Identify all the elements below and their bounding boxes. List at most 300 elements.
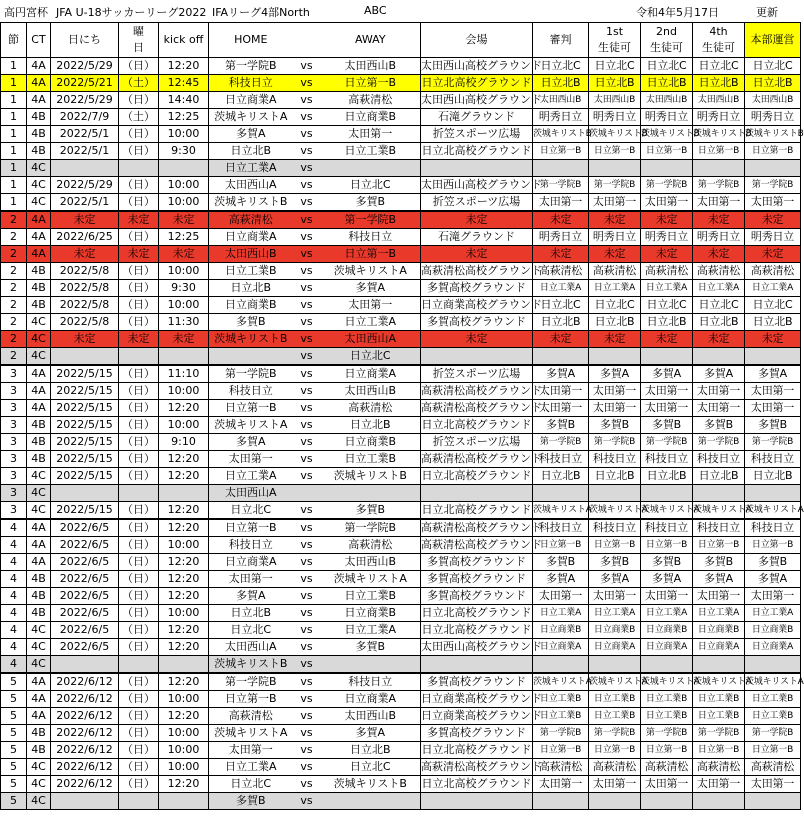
cell-home: 多賀B [209, 793, 293, 810]
cell-ct: 4A [27, 519, 51, 537]
cell-ct: 4B [27, 725, 51, 742]
cell-referee: 日立北B [533, 314, 589, 331]
cell-date: 2022/5/29 [51, 92, 119, 109]
cell-4th: 明秀日立 [693, 229, 745, 246]
cell-2nd: 日立第一B [641, 742, 693, 759]
cell-venue: 日立北高校グラウンド [421, 776, 533, 793]
cell-date: 2022/5/8 [51, 297, 119, 314]
cell-venue: 太田西山高校グラウンド [421, 639, 533, 656]
cell-setsu: 1 [1, 58, 27, 75]
cell-4th: 茨城キリストB [693, 126, 745, 143]
cell-1st: 太田第一 [589, 400, 641, 417]
cell-date: 2022/5/15 [51, 451, 119, 468]
cell-kickoff: 12:20 [159, 400, 209, 417]
cell-setsu: 4 [1, 519, 27, 537]
cell-dow: （日） [119, 639, 159, 656]
cell-venue: 高萩清松高校グラウンド [421, 383, 533, 400]
cell-2nd: 第一学院B [641, 725, 693, 742]
cell-date: 2022/5/15 [51, 365, 119, 383]
cell-venue: 高萩清松高校グラウンド [421, 263, 533, 280]
cell-ct: 4A [27, 246, 51, 263]
cell-dow: （日） [119, 194, 159, 212]
cell-date: 2022/5/15 [51, 383, 119, 400]
cell-hq: 明秀日立 [745, 109, 801, 126]
cell-dow: （日） [119, 571, 159, 588]
cell-ct: 4C [27, 776, 51, 793]
cell-hq: 茨城キリストA [745, 673, 801, 691]
cell-kickoff: 12:25 [159, 109, 209, 126]
cell-4th: 多賀A [693, 571, 745, 588]
table-row [1, 297, 801, 314]
cell-setsu: 5 [1, 691, 27, 708]
cell-ct: 4C [27, 639, 51, 656]
cell-kickoff: 11:30 [159, 314, 209, 331]
cell-dow: （日） [119, 588, 159, 605]
cell-away: 太田西山B [321, 58, 421, 75]
cell-2nd [641, 485, 693, 502]
cell-4th: 日立第一B [693, 537, 745, 554]
cell-setsu: 3 [1, 468, 27, 485]
cell-hq: 日立第一B [745, 537, 801, 554]
cell-kickoff: 未定 [159, 246, 209, 263]
table-row [1, 451, 801, 468]
cell-vs: vs [293, 92, 321, 109]
cell-1st [589, 348, 641, 366]
cell-ct: 4A [27, 229, 51, 246]
cell-hq: 太田第一 [745, 194, 801, 212]
cell-home: 日立北B [209, 143, 293, 160]
table-row [1, 280, 801, 297]
cell-2nd [641, 348, 693, 366]
cell-away: 第一学院B [321, 519, 421, 537]
col-away: AWAY [321, 23, 421, 58]
cell-hq: 未定 [745, 211, 801, 229]
cell-2nd: 未定 [641, 331, 693, 348]
cell-hq: 日立北B [745, 75, 801, 92]
cell-kickoff: 10:00 [159, 263, 209, 280]
cell-setsu: 3 [1, 400, 27, 417]
cell-2nd: 日立工業A [641, 280, 693, 297]
cell-1st: 太田第一 [589, 588, 641, 605]
cell-date: 2022/5/8 [51, 280, 119, 297]
cell-home: 茨城キリストB [209, 194, 293, 212]
table-row [1, 673, 801, 691]
cell-kickoff [159, 348, 209, 366]
cell-venue [421, 793, 533, 810]
cup-name: 高円宮杯 [4, 6, 48, 19]
cell-4th: 高萩清松 [693, 759, 745, 776]
cell-1st: 太田第一 [589, 194, 641, 212]
cell-dow: （日） [119, 92, 159, 109]
cell-vs: vs [293, 468, 321, 485]
cell-venue: 多賀高校グラウンド [421, 280, 533, 297]
cell-away [321, 485, 421, 502]
cell-4th: 日立商業A [693, 639, 745, 656]
cell-4th [693, 348, 745, 366]
cell-referee: 日立工業B [533, 691, 589, 708]
cell-kickoff: 10:00 [159, 742, 209, 759]
cell-venue: 折笠スポーツ広場 [421, 365, 533, 383]
table-row [1, 246, 801, 263]
cell-1st: 日立商業A [589, 639, 641, 656]
cell-2nd: 日立北B [641, 314, 693, 331]
cell-referee: 日立工業A [533, 605, 589, 622]
cell-setsu: 4 [1, 571, 27, 588]
cell-setsu: 5 [1, 759, 27, 776]
cell-4th: 日立北B [693, 468, 745, 485]
cell-away: 多賀A [321, 280, 421, 297]
cell-vs: vs [293, 348, 321, 366]
cell-venue: 太田西山高校グラウンド [421, 92, 533, 109]
cell-away: 日立商業B [321, 109, 421, 126]
cell-kickoff: 10:00 [159, 383, 209, 400]
cell-venue: 高萩清松高校グラウンド [421, 759, 533, 776]
cell-date: 2022/6/12 [51, 742, 119, 759]
cell-dow: （日） [119, 691, 159, 708]
cell-ct: 4A [27, 691, 51, 708]
cell-hq: 太田第一 [745, 383, 801, 400]
cell-4th: 日立商業B [693, 622, 745, 639]
cell-kickoff: 12:20 [159, 451, 209, 468]
cell-referee: 太田西山B [533, 92, 589, 109]
cell-date: 2022/6/12 [51, 725, 119, 742]
cell-referee: 太田第一 [533, 383, 589, 400]
cell-home: 第一学院B [209, 58, 293, 75]
cell-setsu: 1 [1, 160, 27, 177]
cell-referee: 多賀B [533, 554, 589, 571]
cell-2nd: 太田西山B [641, 92, 693, 109]
cell-home: 茨城キリストA [209, 725, 293, 742]
cell-away [321, 656, 421, 674]
cell-vs: vs [293, 554, 321, 571]
cell-dow [119, 793, 159, 810]
table-row [1, 75, 801, 92]
cell-1st [589, 656, 641, 674]
cell-2nd: 高萩清松 [641, 759, 693, 776]
cell-1st: 多賀A [589, 365, 641, 383]
cell-kickoff: 10:00 [159, 691, 209, 708]
cell-dow: （日） [119, 229, 159, 246]
cell-date: 2022/6/5 [51, 605, 119, 622]
cell-4th: 未定 [693, 246, 745, 263]
cell-2nd: 日立商業A [641, 639, 693, 656]
cell-4th [693, 656, 745, 674]
cell-hq: 日立商業A [745, 639, 801, 656]
cell-1st: 日立工業A [589, 605, 641, 622]
cell-kickoff: 12:20 [159, 673, 209, 691]
cell-kickoff [159, 656, 209, 674]
cell-referee: 高萩清松 [533, 759, 589, 776]
cell-away: 日立工業B [321, 588, 421, 605]
cell-hq: 日立第一B [745, 143, 801, 160]
cell-1st: 多賀A [589, 571, 641, 588]
cell-referee: 明秀日立 [533, 109, 589, 126]
cell-4th: 多賀B [693, 417, 745, 434]
cell-date: 2022/5/21 [51, 75, 119, 92]
cell-vs: vs [293, 639, 321, 656]
table-row [1, 58, 801, 75]
cell-vs: vs [293, 434, 321, 451]
cell-2nd: 第一学院B [641, 434, 693, 451]
cell-venue: 石滝グラウンド [421, 109, 533, 126]
cell-away: 日立工業A [321, 622, 421, 639]
cell-kickoff: 9:10 [159, 434, 209, 451]
cell-dow: （日） [119, 519, 159, 537]
cell-1st: 日立北B [589, 314, 641, 331]
cell-date [51, 656, 119, 674]
table-row [1, 400, 801, 417]
cell-setsu: 1 [1, 194, 27, 212]
cell-away: 多賀B [321, 639, 421, 656]
cell-ct: 4B [27, 434, 51, 451]
cell-kickoff: 12:20 [159, 588, 209, 605]
cell-kickoff: 12:20 [159, 622, 209, 639]
cell-vs: vs [293, 246, 321, 263]
cell-away: 日立第一B [321, 75, 421, 92]
cell-setsu: 3 [1, 485, 27, 502]
cell-setsu: 2 [1, 348, 27, 366]
cell-referee: 日立第一B [533, 742, 589, 759]
cell-home: 高萩清松 [209, 708, 293, 725]
cell-ct: 4C [27, 759, 51, 776]
col-hq: 本部運営 [745, 23, 801, 58]
cell-vs: vs [293, 519, 321, 537]
cell-dow: （日） [119, 314, 159, 331]
cell-away: 日立工業B [321, 143, 421, 160]
cell-2nd: 第一学院B [641, 177, 693, 194]
cell-1st: 太田西山B [589, 92, 641, 109]
cell-away: 日立商業B [321, 605, 421, 622]
cell-1st: 日立第一B [589, 143, 641, 160]
cell-ct: 4A [27, 75, 51, 92]
cell-referee [533, 160, 589, 177]
cell-1st: 日立北C [589, 58, 641, 75]
cell-venue: 日立北高校グラウンド [421, 143, 533, 160]
cell-ct: 4B [27, 263, 51, 280]
cell-kickoff [159, 160, 209, 177]
cell-kickoff: 12:20 [159, 776, 209, 793]
cell-4th: 多賀B [693, 554, 745, 571]
cell-home: 日立北C [209, 502, 293, 520]
cell-away: 日立商業A [321, 365, 421, 383]
cell-venue: 多賀高校グラウンド [421, 314, 533, 331]
col-2nd-bottom: 生徒可 [650, 41, 683, 54]
cell-setsu: 4 [1, 537, 27, 554]
cell-2nd: 太田第一 [641, 776, 693, 793]
cell-away [321, 160, 421, 177]
cell-vs: vs [293, 177, 321, 194]
cell-referee: 未定 [533, 211, 589, 229]
cell-home: 日立第一B [209, 691, 293, 708]
cell-hq: 未定 [745, 331, 801, 348]
cell-away: 日立北C [321, 759, 421, 776]
cell-1st [589, 160, 641, 177]
cell-away: 日立北C [321, 348, 421, 366]
cell-2nd: 科技日立 [641, 451, 693, 468]
cell-venue: 太田西山高校グラウンド [421, 177, 533, 194]
cell-home: 科技日立 [209, 537, 293, 554]
cell-home: 科技日立 [209, 75, 293, 92]
cell-home: 多賀B [209, 314, 293, 331]
cell-referee: 多賀B [533, 417, 589, 434]
cell-setsu: 1 [1, 75, 27, 92]
cell-date: 2022/6/12 [51, 776, 119, 793]
cell-away: 茨城キリストA [321, 571, 421, 588]
cell-hq: 多賀A [745, 365, 801, 383]
cell-dow: （日） [119, 451, 159, 468]
cell-kickoff: 10:00 [159, 126, 209, 143]
cell-venue: 折笠スポーツ広場 [421, 194, 533, 212]
cell-ct: 4B [27, 280, 51, 297]
cell-hq: 太田第一 [745, 588, 801, 605]
table-row [1, 605, 801, 622]
cell-1st: 日立工業B [589, 691, 641, 708]
cell-home: 高萩清松 [209, 211, 293, 229]
cell-date: 2022/6/5 [51, 571, 119, 588]
cell-vs: vs [293, 605, 321, 622]
cell-kickoff [159, 485, 209, 502]
cell-vs: vs [293, 314, 321, 331]
cell-referee: 太田第一 [533, 400, 589, 417]
cell-ct: 4C [27, 314, 51, 331]
cell-kickoff [159, 793, 209, 810]
cell-kickoff: 12:20 [159, 554, 209, 571]
cell-home: 多賀A [209, 126, 293, 143]
cell-dow: （日） [119, 177, 159, 194]
cell-away: 茨城キリストA [321, 263, 421, 280]
cell-setsu: 2 [1, 331, 27, 348]
table-row [1, 126, 801, 143]
cell-1st [589, 485, 641, 502]
cell-hq: 多賀B [745, 417, 801, 434]
cell-venue: 日立北高校グラウンド [421, 417, 533, 434]
cell-hq: 茨城キリストB [745, 126, 801, 143]
cell-4th: 多賀A [693, 365, 745, 383]
cell-vs: vs [293, 502, 321, 520]
cell-4th: 日立工業B [693, 708, 745, 725]
cell-venue: 日立商業高校グラウンド [421, 708, 533, 725]
cell-2nd: 日立工業B [641, 691, 693, 708]
cell-hq: 日立工業A [745, 605, 801, 622]
cell-2nd: 日立第一B [641, 143, 693, 160]
cell-referee: 茨城キリストB [533, 126, 589, 143]
cell-ct: 4A [27, 365, 51, 383]
sheet-header [0, 0, 800, 22]
cell-venue: 多賀高校グラウンド [421, 571, 533, 588]
cell-away [321, 793, 421, 810]
cell-home: 日立工業B [209, 263, 293, 280]
cell-kickoff: 9:30 [159, 143, 209, 160]
cell-date: 未定 [51, 246, 119, 263]
cell-setsu: 2 [1, 297, 27, 314]
cell-home: 茨城キリストB [209, 331, 293, 348]
cell-venue: 日立北高校グラウンド [421, 742, 533, 759]
cell-date: 2022/5/15 [51, 434, 119, 451]
cell-dow: （日） [119, 263, 159, 280]
cell-home: 日立第一B [209, 400, 293, 417]
cell-4th: 太田第一 [693, 383, 745, 400]
cell-vs: vs [293, 759, 321, 776]
cell-kickoff: 12:20 [159, 468, 209, 485]
cell-vs: vs [293, 126, 321, 143]
cell-kickoff: 14:40 [159, 92, 209, 109]
cell-hq: 日立商業B [745, 622, 801, 639]
cell-home: 太田第一 [209, 571, 293, 588]
cell-dow: （土） [119, 75, 159, 92]
col-1st-top: 1st [605, 25, 624, 38]
cell-vs: vs [293, 229, 321, 246]
table-row [1, 383, 801, 400]
cell-home: 第一学院B [209, 365, 293, 383]
cell-referee: 太田第一 [533, 194, 589, 212]
cell-away: 多賀B [321, 194, 421, 212]
cell-venue [421, 485, 533, 502]
col-dow-bottom: 日 [133, 41, 144, 54]
cell-referee: 多賀A [533, 571, 589, 588]
cell-4th: 未定 [693, 211, 745, 229]
cell-date: 2022/6/5 [51, 519, 119, 537]
cell-referee: 日立商業A [533, 639, 589, 656]
cell-setsu: 5 [1, 776, 27, 793]
cell-home: 茨城キリストA [209, 109, 293, 126]
cell-setsu: 3 [1, 365, 27, 383]
cell-ct: 4A [27, 400, 51, 417]
cell-date: 未定 [51, 331, 119, 348]
table-row [1, 468, 801, 485]
cell-ct: 4A [27, 58, 51, 75]
cell-hq: 明秀日立 [745, 229, 801, 246]
table-row [1, 742, 801, 759]
cell-2nd: 茨城キリストB [641, 126, 693, 143]
cell-2nd: 太田第一 [641, 194, 693, 212]
cell-hq: 日立北C [745, 58, 801, 75]
cell-vs: vs [293, 571, 321, 588]
cell-2nd: 太田第一 [641, 400, 693, 417]
cell-date: 2022/6/5 [51, 554, 119, 571]
cell-hq: 日立工業A [745, 280, 801, 297]
cell-date: 2022/5/15 [51, 417, 119, 434]
cell-setsu: 3 [1, 383, 27, 400]
cell-date [51, 793, 119, 810]
col-2nd [641, 23, 693, 58]
cell-vs: vs [293, 297, 321, 314]
cell-ct: 4A [27, 673, 51, 691]
cell-away: 太田第一 [321, 126, 421, 143]
cell-ct: 4A [27, 92, 51, 109]
cell-home: 多賀A [209, 588, 293, 605]
cell-referee: 太田第一 [533, 588, 589, 605]
cell-dow: （日） [119, 537, 159, 554]
cell-4th: 科技日立 [693, 519, 745, 537]
cell-kickoff: 未定 [159, 211, 209, 229]
cell-kickoff: 12:20 [159, 639, 209, 656]
cell-setsu: 2 [1, 314, 27, 331]
cell-venue: 多賀高校グラウンド [421, 725, 533, 742]
cell-1st: 未定 [589, 211, 641, 229]
cell-2nd: 太田第一 [641, 383, 693, 400]
cell-dow: （日） [119, 554, 159, 571]
col-2nd-top: 2nd [656, 25, 677, 38]
cell-referee: 科技日立 [533, 519, 589, 537]
cell-1st: 第一学院B [589, 725, 641, 742]
cell-away: 科技日立 [321, 229, 421, 246]
cell-home: 太田西山A [209, 485, 293, 502]
cell-kickoff: 10:00 [159, 537, 209, 554]
cell-away: 日立工業B [321, 451, 421, 468]
cell-hq: 多賀B [745, 554, 801, 571]
cell-date: 2022/5/15 [51, 400, 119, 417]
table-row [1, 725, 801, 742]
